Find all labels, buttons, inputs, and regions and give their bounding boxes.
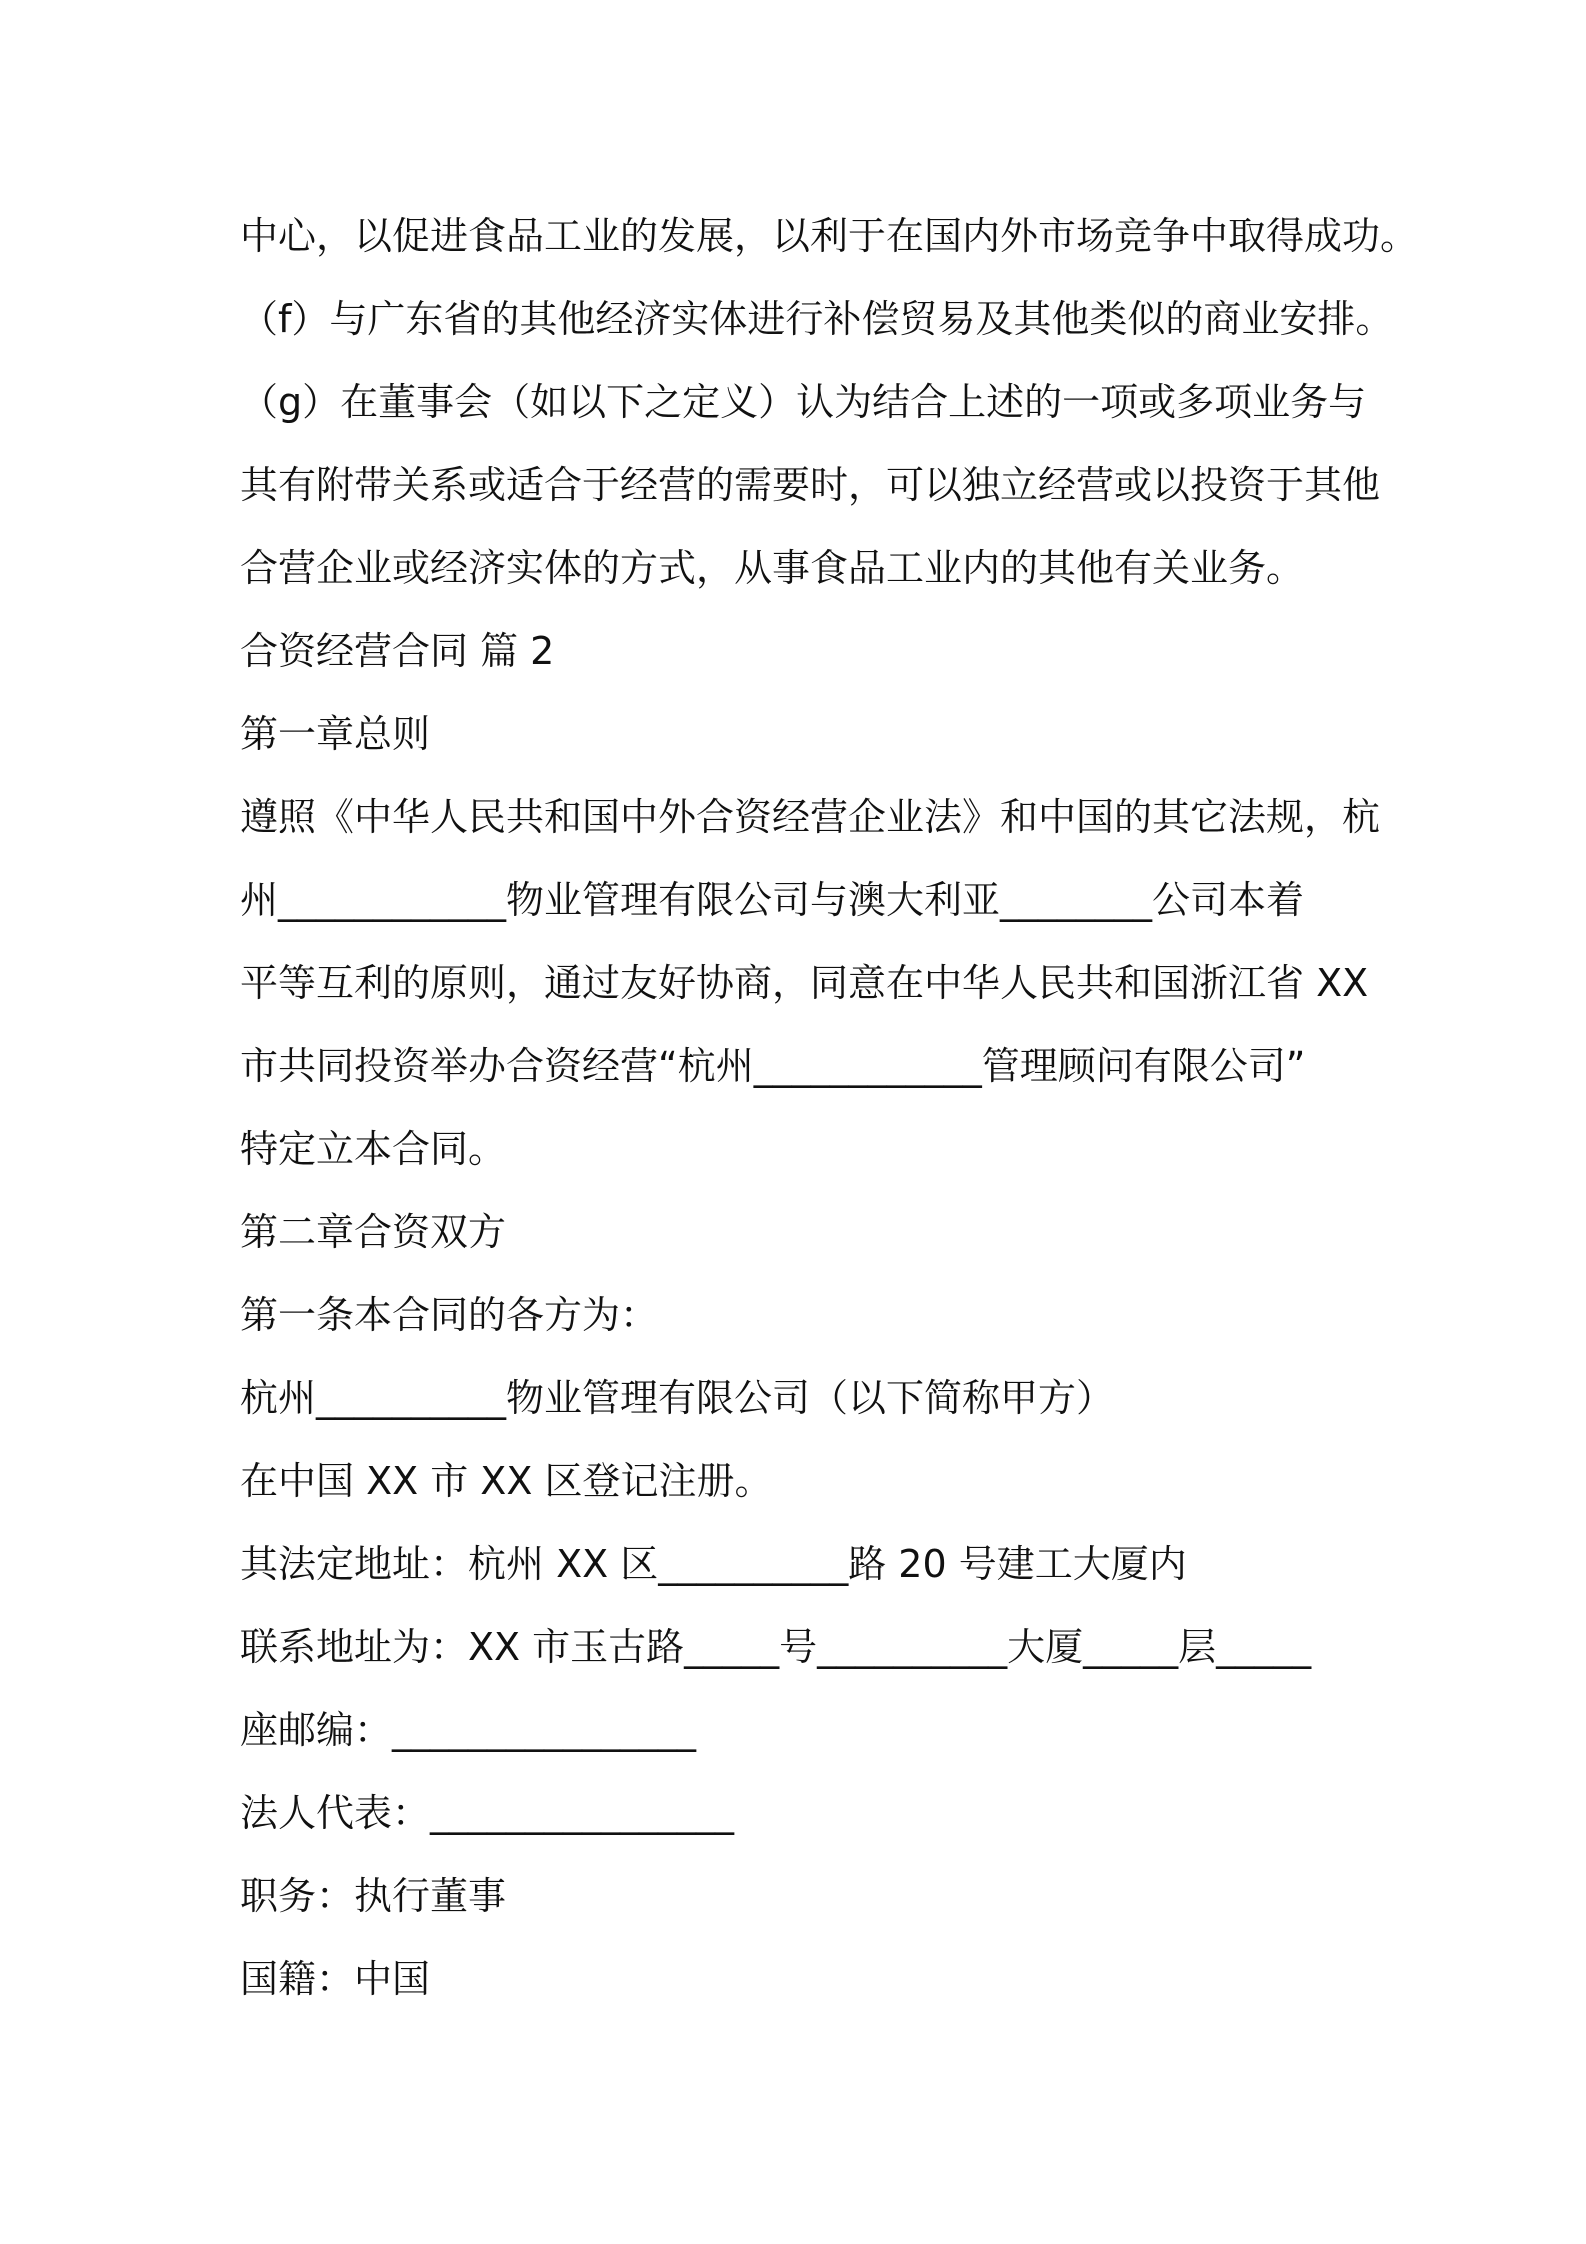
text-line: 国籍：中国 <box>240 1957 431 2001</box>
text-line: 平等互利的原则，通过友好协商，同意在中华人民共和国浙江省 XX <box>240 961 1369 1005</box>
chapter-heading: 第一章总则 <box>240 712 431 756</box>
text-line: （g）在董事会（如以下之定义）认为结合上述的一项或多项业务与 <box>240 380 1367 424</box>
document-body <box>240 195 1419 2021</box>
text-line: 职务：执行董事 <box>240 1874 507 1918</box>
text-line: 座邮编：________________ <box>240 1708 697 1752</box>
text-line: 合营企业或经济实体的方式，从事食品工业内的其他有关业务。 <box>240 546 1305 590</box>
text-line: 遵照《中华人民共和国中外合资经营企业法》和中国的其它法规，杭 <box>240 795 1381 839</box>
section-heading: 合资经营合同 篇 2 <box>240 629 555 673</box>
text-line: 其有附带关系或适合于经营的需要时，可以独立经营或以投资于其他 <box>240 463 1381 507</box>
text-line: 杭州__________物业管理有限公司（以下简称甲方） <box>240 1376 1115 1420</box>
text-line: 在中国 XX 市 XX 区登记注册。 <box>240 1459 773 1503</box>
text-line: 其法定地址：杭州 XX 区__________路 20 号建工大厦内 <box>240 1542 1187 1586</box>
text-line: 州____________物业管理有限公司与澳大利亚________公司本着 <box>240 878 1305 922</box>
text-line: 法人代表：________________ <box>240 1791 735 1835</box>
text-line: 市共同投资举办合资经营“杭州____________管理顾问有限公司” <box>240 1044 1306 1088</box>
text-line: 特定立本合同。 <box>240 1127 507 1171</box>
chapter-heading: 第二章合资双方 <box>240 1210 507 1254</box>
text-line: 联系地址为：XX 市玉古路_____号__________大厦_____层_____ <box>240 1625 1312 1669</box>
text-line: 中心，以促进食品工业的发展，以利于在国内外市场竞争中取得成功。 <box>240 214 1419 258</box>
text-line: 第一条本合同的各方为： <box>240 1293 659 1337</box>
text-line: （f）与广东省的其他经济实体进行补偿贸易及其他类似的商业安排。 <box>240 297 1394 341</box>
